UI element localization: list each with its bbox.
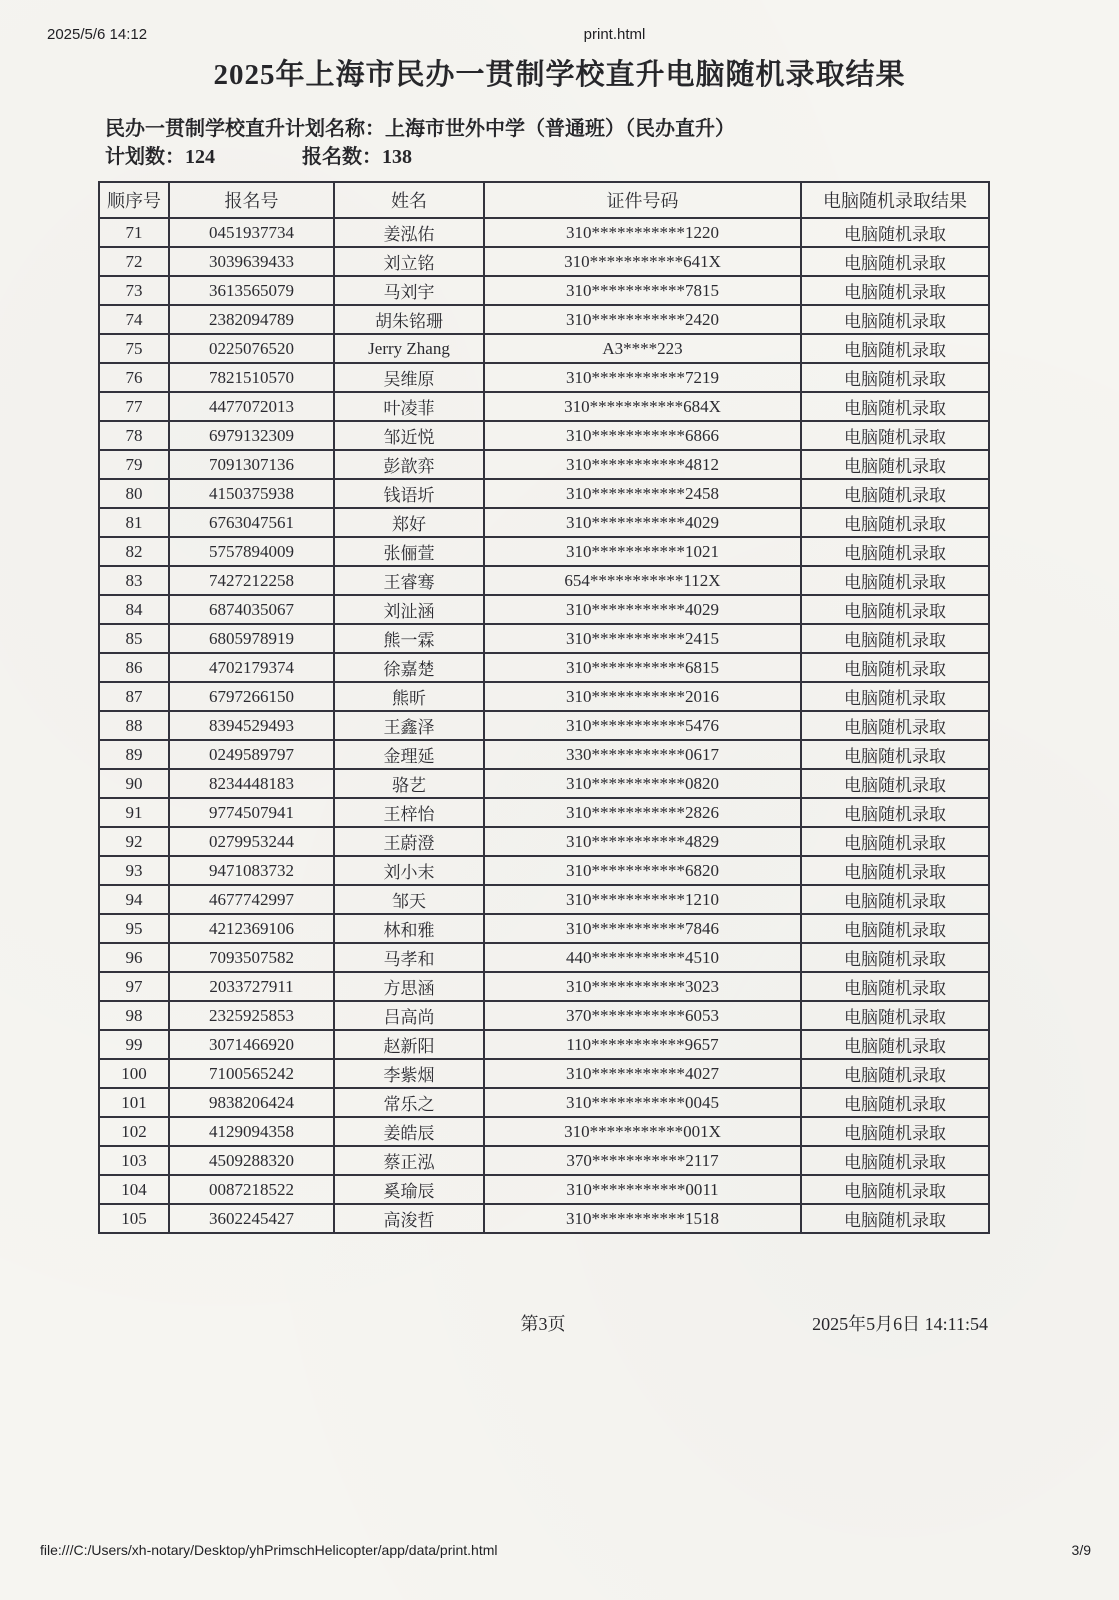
cell-result: 电脑随机录取 <box>801 769 989 798</box>
cell-seq-no: 75 <box>99 334 169 363</box>
cell-result: 电脑随机录取 <box>801 1146 989 1175</box>
cell-result: 电脑随机录取 <box>801 1175 989 1204</box>
cell-registration-no: 4677742997 <box>169 885 334 914</box>
cell-registration-no: 6979132309 <box>169 421 334 450</box>
table-row <box>99 856 989 885</box>
cell-seq-no: 95 <box>99 914 169 943</box>
cell-name: 方思涵 <box>334 972 484 1001</box>
cell-result: 电脑随机录取 <box>801 276 989 305</box>
cell-result: 电脑随机录取 <box>801 537 989 566</box>
cell-name: 金理延 <box>334 740 484 769</box>
cell-seq-no: 96 <box>99 943 169 972</box>
cell-registration-no: 3613565079 <box>169 276 334 305</box>
cell-registration-no: 7821510570 <box>169 363 334 392</box>
table-row <box>99 682 989 711</box>
cell-name: 骆艺 <box>334 769 484 798</box>
cell-result: 电脑随机录取 <box>801 1117 989 1146</box>
cell-result: 电脑随机录取 <box>801 798 989 827</box>
cell-id-number: 310***********1021 <box>484 537 801 566</box>
table-row <box>99 218 989 247</box>
cell-registration-no: 4702179374 <box>169 653 334 682</box>
cell-registration-no: 0451937734 <box>169 218 334 247</box>
cell-registration-no: 3071466920 <box>169 1030 334 1059</box>
table-row <box>99 769 989 798</box>
cell-result: 电脑随机录取 <box>801 1204 989 1233</box>
cell-result: 电脑随机录取 <box>801 827 989 856</box>
cell-registration-no: 7100565242 <box>169 1059 334 1088</box>
table-row <box>99 1059 989 1088</box>
column-header-name: 姓名 <box>334 182 484 218</box>
cell-name: 熊昕 <box>334 682 484 711</box>
cell-id-number: 310***********001X <box>484 1117 801 1146</box>
cell-name: 胡朱铭珊 <box>334 305 484 334</box>
table-row <box>99 711 989 740</box>
plan-count-value: 124 <box>185 146 215 168</box>
document-footer <box>98 1310 988 1336</box>
cell-name: 郑好 <box>334 508 484 537</box>
cell-result: 电脑随机录取 <box>801 972 989 1001</box>
cell-id-number: 310***********3023 <box>484 972 801 1001</box>
cell-result: 电脑随机录取 <box>801 914 989 943</box>
cell-registration-no: 9471083732 <box>169 856 334 885</box>
cell-seq-no: 76 <box>99 363 169 392</box>
table-row <box>99 943 989 972</box>
cell-result: 电脑随机录取 <box>801 334 989 363</box>
cell-result: 电脑随机录取 <box>801 653 989 682</box>
cell-result: 电脑随机录取 <box>801 682 989 711</box>
cell-name: 姜皓辰 <box>334 1117 484 1146</box>
cell-seq-no: 81 <box>99 508 169 537</box>
cell-name: 赵新阳 <box>334 1030 484 1059</box>
cell-seq-no: 103 <box>99 1146 169 1175</box>
table-row <box>99 827 989 856</box>
table-row <box>99 363 989 392</box>
table-row <box>99 1001 989 1030</box>
plan-counts-line <box>105 144 735 170</box>
table-row <box>99 508 989 537</box>
table-row <box>99 537 989 566</box>
cell-result: 电脑随机录取 <box>801 1059 989 1088</box>
cell-id-number: 310***********1210 <box>484 885 801 914</box>
cell-registration-no: 8394529493 <box>169 711 334 740</box>
cell-name: 钱语圻 <box>334 479 484 508</box>
table-header-row <box>99 182 989 218</box>
cell-id-number: 310***********684X <box>484 392 801 421</box>
page-indicator: 3/9 <box>1071 1542 1091 1558</box>
cell-result: 电脑随机录取 <box>801 943 989 972</box>
cell-registration-no: 5757894009 <box>169 537 334 566</box>
cell-seq-no: 83 <box>99 566 169 595</box>
cell-id-number: 310***********7846 <box>484 914 801 943</box>
cell-seq-no: 93 <box>99 856 169 885</box>
cell-name: 马刘宇 <box>334 276 484 305</box>
cell-id-number: 440***********4510 <box>484 943 801 972</box>
cell-name: 奚瑜辰 <box>334 1175 484 1204</box>
column-header-result: 电脑随机录取结果 <box>801 182 989 218</box>
cell-seq-no: 84 <box>99 595 169 624</box>
table-row <box>99 450 989 479</box>
cell-registration-no: 6763047561 <box>169 508 334 537</box>
cell-result: 电脑随机录取 <box>801 856 989 885</box>
table-row <box>99 276 989 305</box>
cell-id-number: 310***********0820 <box>484 769 801 798</box>
cell-seq-no: 72 <box>99 247 169 276</box>
cell-name: 熊一霖 <box>334 624 484 653</box>
table-row <box>99 885 989 914</box>
plan-info <box>105 116 735 170</box>
cell-id-number: 310***********1220 <box>484 218 801 247</box>
cell-id-number: 310***********641X <box>484 247 801 276</box>
results-table <box>98 181 990 1234</box>
cell-seq-no: 92 <box>99 827 169 856</box>
cell-result: 电脑随机录取 <box>801 595 989 624</box>
cell-id-number: 310***********2415 <box>484 624 801 653</box>
cell-name: 王蔚澄 <box>334 827 484 856</box>
cell-seq-no: 79 <box>99 450 169 479</box>
cell-registration-no: 6805978919 <box>169 624 334 653</box>
cell-name: 徐嘉楚 <box>334 653 484 682</box>
table-row <box>99 624 989 653</box>
table-row <box>99 1030 989 1059</box>
cell-name: 邹天 <box>334 885 484 914</box>
table-row <box>99 1146 989 1175</box>
print-datetime: 2025/5/6 14:12 <box>47 26 148 43</box>
column-header-registration-no: 报名号 <box>169 182 334 218</box>
table-row <box>99 392 989 421</box>
cell-result: 电脑随机录取 <box>801 1030 989 1059</box>
cell-seq-no: 105 <box>99 1204 169 1233</box>
cell-registration-no: 2382094789 <box>169 305 334 334</box>
column-header-seq-no: 顺序号 <box>99 182 169 218</box>
cell-result: 电脑随机录取 <box>801 450 989 479</box>
table-row <box>99 1088 989 1117</box>
cell-seq-no: 99 <box>99 1030 169 1059</box>
cell-seq-no: 73 <box>99 276 169 305</box>
cell-seq-no: 104 <box>99 1175 169 1204</box>
table-row <box>99 1117 989 1146</box>
cell-seq-no: 98 <box>99 1001 169 1030</box>
cell-registration-no: 7091307136 <box>169 450 334 479</box>
print-doc-name: print.html <box>583 26 646 43</box>
cell-result: 电脑随机录取 <box>801 247 989 276</box>
cell-id-number: 310***********6820 <box>484 856 801 885</box>
table-row <box>99 247 989 276</box>
cell-seq-no: 102 <box>99 1117 169 1146</box>
table-row <box>99 1204 989 1233</box>
cell-name: 吴维原 <box>334 363 484 392</box>
cell-name: 高浚哲 <box>334 1204 484 1233</box>
cell-seq-no: 85 <box>99 624 169 653</box>
generated-timestamp: 2025年5月6日 14:11:54 <box>812 1314 988 1334</box>
cell-seq-no: 94 <box>99 885 169 914</box>
cell-result: 电脑随机录取 <box>801 740 989 769</box>
cell-name: 李紫烟 <box>334 1059 484 1088</box>
cell-id-number: 330***********0617 <box>484 740 801 769</box>
cell-result: 电脑随机录取 <box>801 421 989 450</box>
cell-id-number: 310***********0011 <box>484 1175 801 1204</box>
cell-seq-no: 74 <box>99 305 169 334</box>
cell-id-number: 310***********0045 <box>484 1088 801 1117</box>
cell-registration-no: 3039639433 <box>169 247 334 276</box>
cell-result: 电脑随机录取 <box>801 508 989 537</box>
cell-seq-no: 86 <box>99 653 169 682</box>
cell-result: 电脑随机录取 <box>801 392 989 421</box>
cell-id-number: 310***********7219 <box>484 363 801 392</box>
cell-result: 电脑随机录取 <box>801 885 989 914</box>
cell-name: 王鑫泽 <box>334 711 484 740</box>
cell-name: 王睿骞 <box>334 566 484 595</box>
cell-seq-no: 89 <box>99 740 169 769</box>
cell-seq-no: 97 <box>99 972 169 1001</box>
plan-count-label: 计划数： <box>105 146 185 168</box>
cell-id-number: 310***********4812 <box>484 450 801 479</box>
cell-name: 常乐之 <box>334 1088 484 1117</box>
cell-seq-no: 90 <box>99 769 169 798</box>
cell-name: 邹近悦 <box>334 421 484 450</box>
cell-seq-no: 82 <box>99 537 169 566</box>
cell-id-number: 310***********4029 <box>484 508 801 537</box>
cell-name: 叶凌菲 <box>334 392 484 421</box>
cell-seq-no: 87 <box>99 682 169 711</box>
cell-id-number: 310***********6815 <box>484 653 801 682</box>
results-body <box>99 218 989 1233</box>
cell-id-number: A3****223 <box>484 334 801 363</box>
cell-seq-no: 78 <box>99 421 169 450</box>
page-number-label: 第3页 <box>520 1314 566 1334</box>
table-row <box>99 566 989 595</box>
cell-result: 电脑随机录取 <box>801 566 989 595</box>
cell-id-number: 310***********2826 <box>484 798 801 827</box>
cell-id-number: 310***********4829 <box>484 827 801 856</box>
cell-name: 姜泓佑 <box>334 218 484 247</box>
cell-id-number: 310***********1518 <box>484 1204 801 1233</box>
cell-result: 电脑随机录取 <box>801 711 989 740</box>
table-row <box>99 914 989 943</box>
table-row <box>99 653 989 682</box>
cell-registration-no: 9838206424 <box>169 1088 334 1117</box>
page-title: 2025年上海市民办一贯制学校直升电脑随机录取结果 <box>213 59 906 91</box>
cell-registration-no: 9774507941 <box>169 798 334 827</box>
cell-registration-no: 6874035067 <box>169 595 334 624</box>
cell-seq-no: 71 <box>99 218 169 247</box>
cell-registration-no: 4129094358 <box>169 1117 334 1146</box>
cell-seq-no: 77 <box>99 392 169 421</box>
cell-name: 张俪萱 <box>334 537 484 566</box>
browser-print-footer <box>40 1542 1091 1558</box>
table-row <box>99 334 989 363</box>
cell-result: 电脑随机录取 <box>801 1001 989 1030</box>
cell-name: 彭歆弈 <box>334 450 484 479</box>
cell-result: 电脑随机录取 <box>801 218 989 247</box>
cell-id-number: 310***********4029 <box>484 595 801 624</box>
cell-registration-no: 0087218522 <box>169 1175 334 1204</box>
file-url: file:///C:/Users/xh-notary/Desktop/yhPrimschHelicopter/app/data/print.html <box>40 1542 498 1558</box>
cell-name: 蔡正泓 <box>334 1146 484 1175</box>
cell-registration-no: 0225076520 <box>169 334 334 363</box>
table-row <box>99 798 989 827</box>
applicant-count-value: 138 <box>382 146 412 168</box>
cell-registration-no: 0279953244 <box>169 827 334 856</box>
cell-result: 电脑随机录取 <box>801 479 989 508</box>
cell-id-number: 310***********2016 <box>484 682 801 711</box>
table-row <box>99 1175 989 1204</box>
cell-registration-no: 4150375938 <box>169 479 334 508</box>
table-row <box>99 972 989 1001</box>
cell-registration-no: 4477072013 <box>169 392 334 421</box>
cell-id-number: 310***********7815 <box>484 276 801 305</box>
cell-id-number: 654***********112X <box>484 566 801 595</box>
table-row <box>99 421 989 450</box>
cell-seq-no: 101 <box>99 1088 169 1117</box>
cell-id-number: 310***********2420 <box>484 305 801 334</box>
table-row <box>99 740 989 769</box>
cell-name: 林和雅 <box>334 914 484 943</box>
table-row <box>99 305 989 334</box>
cell-registration-no: 7427212258 <box>169 566 334 595</box>
cell-name: Jerry Zhang <box>334 334 484 363</box>
cell-id-number: 370***********6053 <box>484 1001 801 1030</box>
cell-name: 王梓怡 <box>334 798 484 827</box>
cell-registration-no: 4509288320 <box>169 1146 334 1175</box>
cell-registration-no: 6797266150 <box>169 682 334 711</box>
cell-registration-no: 0249589797 <box>169 740 334 769</box>
cell-id-number: 370***********2117 <box>484 1146 801 1175</box>
cell-name: 吕高尚 <box>334 1001 484 1030</box>
cell-name: 刘立铭 <box>334 247 484 276</box>
cell-result: 电脑随机录取 <box>801 305 989 334</box>
cell-result: 电脑随机录取 <box>801 363 989 392</box>
cell-seq-no: 100 <box>99 1059 169 1088</box>
cell-id-number: 310***********4027 <box>484 1059 801 1088</box>
cell-id-number: 310***********6866 <box>484 421 801 450</box>
cell-result: 电脑随机录取 <box>801 1088 989 1117</box>
cell-name: 刘小末 <box>334 856 484 885</box>
table-row <box>99 595 989 624</box>
cell-registration-no: 4212369106 <box>169 914 334 943</box>
cell-seq-no: 80 <box>99 479 169 508</box>
cell-seq-no: 91 <box>99 798 169 827</box>
cell-seq-no: 88 <box>99 711 169 740</box>
cell-name: 马孝和 <box>334 943 484 972</box>
column-header-id-number: 证件号码 <box>484 182 801 218</box>
table-row <box>99 479 989 508</box>
plan-name-line: 民办一贯制学校直升计划名称：上海市世外中学（普通班）（民办直升） <box>105 118 735 140</box>
cell-registration-no: 2325925853 <box>169 1001 334 1030</box>
cell-registration-no: 7093507582 <box>169 943 334 972</box>
cell-id-number: 310***********5476 <box>484 711 801 740</box>
applicant-count-label: 报名数： <box>302 146 382 168</box>
cell-id-number: 310***********2458 <box>484 479 801 508</box>
cell-name: 刘沚涵 <box>334 595 484 624</box>
cell-registration-no: 8234448183 <box>169 769 334 798</box>
cell-registration-no: 3602245427 <box>169 1204 334 1233</box>
cell-registration-no: 2033727911 <box>169 972 334 1001</box>
cell-result: 电脑随机录取 <box>801 624 989 653</box>
cell-id-number: 110***********9657 <box>484 1030 801 1059</box>
